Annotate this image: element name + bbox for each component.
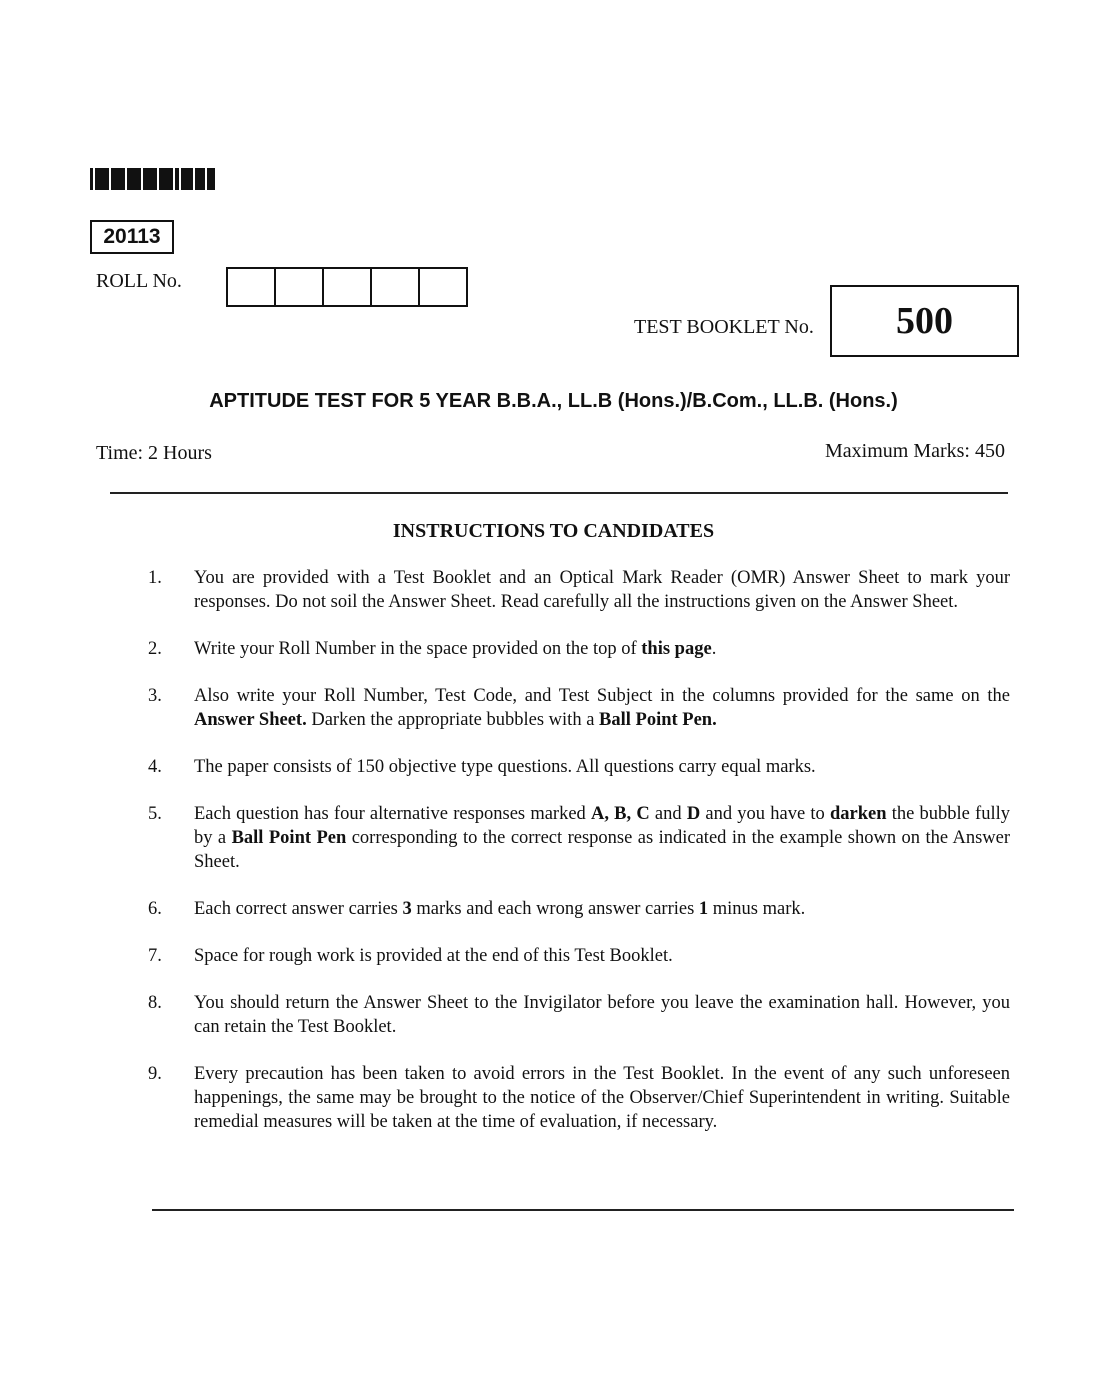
roll-digit-box[interactable] — [372, 269, 420, 305]
instruction-emphasis: 1 — [698, 899, 709, 919]
time-allowed: Time: 2 Hours — [96, 442, 212, 464]
instruction-segment: The paper consists of 150 objective type questions. All questions carry equal marks. — [194, 757, 816, 777]
barcode — [90, 168, 215, 190]
instruction-text — [194, 684, 1010, 732]
instruction-segment: and — [649, 804, 687, 824]
instruction-item — [140, 944, 1010, 968]
test-booklet-label: TEST BOOKLET No. — [634, 316, 814, 338]
test-booklet-number: 500 — [830, 285, 1019, 357]
divider-bottom — [152, 1209, 1014, 1211]
instruction-emphasis: A, B, C — [591, 804, 650, 824]
instruction-segment: marks and each wrong answer carries — [411, 899, 699, 919]
instruction-segment: and you have to — [700, 804, 830, 824]
instruction-item — [140, 566, 1010, 614]
roll-digit-box[interactable] — [276, 269, 324, 305]
instruction-text — [194, 897, 1010, 921]
instruction-segment: You are provided with a Test Booklet and an Optical Mark Reader (OMR) Answer Sheet to mark your responses. Do not soil the Answer Sheet. Read carefully all the instructions given on the Answer Sheet. — [194, 568, 1010, 612]
instruction-segment: minus mark. — [708, 899, 806, 919]
instruction-emphasis: 3 — [402, 899, 412, 919]
instruction-emphasis: this page — [641, 639, 712, 659]
instruction-emphasis: Ball Point Pen — [231, 828, 347, 848]
instruction-number: 4. — [148, 757, 162, 777]
roll-number-label: ROLL No. — [96, 270, 182, 292]
instructions-list — [140, 566, 1010, 1157]
instruction-segment: Write your Roll Number in the space provided on the top of — [194, 639, 642, 659]
instruction-segment: You should return the Answer Sheet to the Invigilator before you leave the examination hall. However, you can retain the Test Booklet. — [194, 993, 1010, 1037]
instruction-emphasis: Answer Sheet. — [194, 710, 307, 730]
instruction-number: 3. — [148, 686, 162, 706]
instruction-segment: Darken the appropriate bubbles with a — [306, 710, 600, 730]
instruction-item — [140, 991, 1010, 1039]
test-title: APTITUDE TEST FOR 5 YEAR B.B.A., LL.B (Hons.)/B.Com., LL.B. (Hons.) — [209, 390, 898, 412]
roll-digit-box[interactable] — [420, 269, 466, 305]
instruction-text — [194, 991, 1010, 1039]
instruction-number: 7. — [148, 946, 162, 966]
instruction-text — [194, 802, 1010, 874]
roll-number-boxes[interactable] — [226, 267, 468, 307]
divider-top — [110, 492, 1008, 494]
instruction-item — [140, 684, 1010, 732]
instruction-emphasis: D — [686, 804, 701, 824]
instruction-segment: Each correct answer carries — [194, 899, 403, 919]
roll-digit-box[interactable] — [324, 269, 372, 305]
instruction-item — [140, 637, 1010, 661]
instruction-segment: Space for rough work is provided at the end of this Test Booklet. — [194, 946, 673, 966]
instruction-segment: corresponding to the correct response as indicated in the example shown on the Answer Sheet. — [194, 828, 1011, 872]
instructions-heading: INSTRUCTIONS TO CANDIDATES — [392, 520, 715, 542]
maximum-marks: Maximum Marks: 450 — [825, 440, 1005, 462]
instruction-segment: Also write your Roll Number, Test Code, and Test Subject in the columns provided for the same on the — [194, 686, 1010, 706]
instruction-item — [140, 755, 1010, 779]
instruction-segment: the bubble fully by a — [194, 804, 1010, 848]
instruction-emphasis: darken — [829, 804, 887, 824]
instruction-number: 6. — [148, 899, 162, 919]
instruction-segment: Each question has four alternative responses marked — [194, 804, 591, 824]
instruction-text — [194, 637, 1010, 661]
instruction-item — [140, 802, 1010, 874]
instruction-text — [194, 944, 1010, 968]
instruction-number: 5. — [148, 804, 162, 824]
instruction-item — [140, 897, 1010, 921]
roll-digit-box[interactable] — [228, 269, 276, 305]
paper-code: 20113 — [90, 220, 174, 254]
instruction-text — [194, 566, 1010, 614]
instruction-segment: . — [711, 639, 717, 659]
instruction-segment: Every precaution has been taken to avoid errors in the Test Booklet. In the event of any such unforeseen happenings, the same may be brought to the notice of the Observer/Chief Superintendent in writing. Suitable remedial measures will be taken at the time of evaluation, if necessary. — [194, 1064, 1010, 1132]
instruction-number: 8. — [148, 993, 162, 1013]
instruction-number: 1. — [148, 568, 162, 588]
instruction-number: 9. — [148, 1064, 162, 1084]
instruction-emphasis: Ball Point Pen. — [599, 710, 717, 730]
instruction-text — [194, 1062, 1010, 1134]
instruction-text — [194, 755, 1010, 779]
instruction-item — [140, 1062, 1010, 1134]
instruction-number: 2. — [148, 639, 162, 659]
